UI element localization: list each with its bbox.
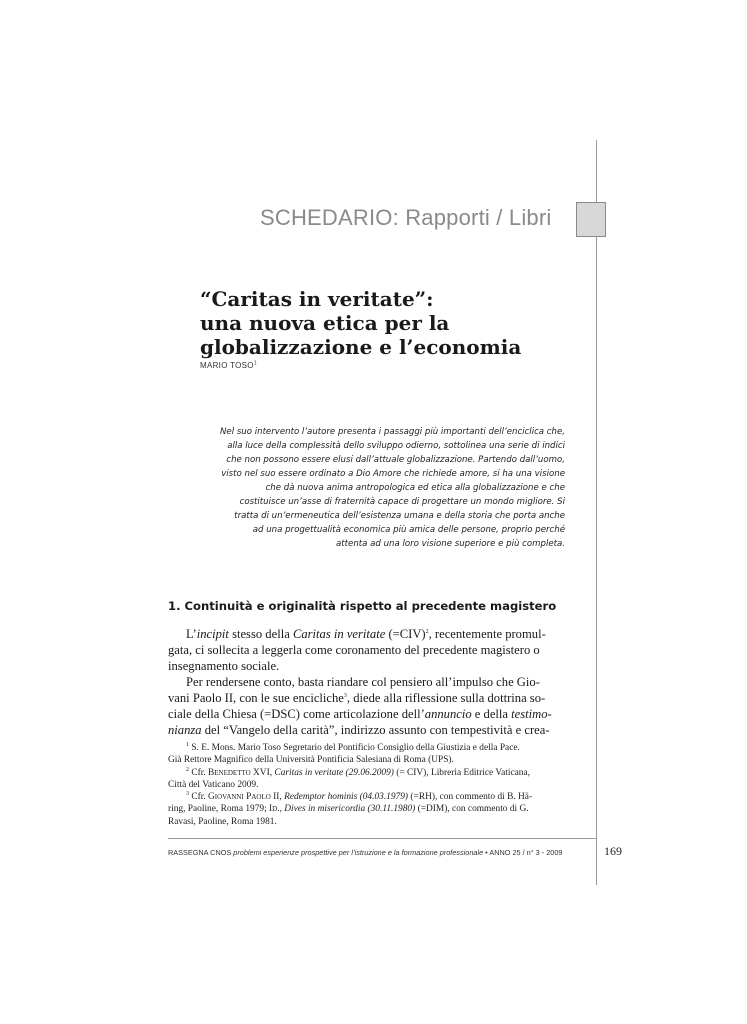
body-line: gata, ci sollecita a leggerla come coronamento del precedente magistero o [168,643,540,657]
abstract-line: alla luce della complessità dello sviluppo odierno, sottolinea una serie di indici [227,441,565,451]
journal-issue: • ANNO 25 / n° 3 - 2009 [483,848,563,857]
abstract-line: che dà nuova anima antropologica ed etica alla globalizzazione e che [265,483,565,493]
body-line: L’incipit stesso della Caritas in veritate (=CIV)$^2$, recentemente promul- [186,627,546,641]
running-footer [168,848,562,857]
title-line: globalizzazione e l’economia [200,335,522,359]
author-name: MARIO TOSO [200,361,254,370]
section-header: SCHEDARIO: Rapporti / Libri [260,205,552,230]
title-line: “Caritas in veritate”: [200,287,434,311]
journal-name: RASSEGNA CNOS [168,848,232,857]
footnote-line: Ravasi, Paoline, Roma 1981. [168,816,277,827]
footnote-line: Già Rettore Magnifico della Università Pontificia Salesiana di Roma (UPS). [168,755,454,766]
footnote-line: ring, Paoline, Roma 1979; Id., Dives in misericordia (30.11.1980) (=DIM), con commento di G. [168,804,529,815]
abstract-line: tratta di un’ermeneutica dell’esistenza umana e della storia che porta anche [234,511,565,521]
abstract-line: attenta ad una loro visione superiore e più completa. [336,539,565,549]
body-line: Per rendersene conto, basta riandare col pensiero all’impulso che Gio- [186,675,540,689]
abstract-line: costituisce un’asse di fraternità capace di progettare un mondo migliore. Si [239,497,565,507]
abstract-line: ad una progettualità economica più amica delle persone, proprio perché [252,525,565,535]
journal-subtitle: problemi esperienze prospettive per l’istruzione e la formazione professionale [233,848,484,857]
section-tab-marker [576,202,606,237]
footnote-line: Città del Vaticano 2009. [168,779,259,790]
section-heading: 1. Continuità e originalità rispetto al precedente magistero [168,599,557,613]
body-text [168,626,563,738]
footnote-3: $^3$ Cfr. Giovanni Paolo II, Redemptor hominis (04.03.1979) (=RH), con commento di B. Hä- [186,791,533,803]
vertical-rule [596,140,597,885]
page-number: 169 [604,844,622,858]
article-author [200,361,257,370]
footnotes [168,742,568,828]
title-line: una nuova etica per la [200,311,450,335]
body-line: ciale della Chiesa (=DSC) come articolazione dell’annuncio e della testimo- [168,707,552,721]
abstract-line: che non possono essere elusi dall’attuale globalizzazione. Partendo dall’uomo, [226,455,565,465]
body-line: nianza del “Vangelo della carità”, indirizzo assunto con tempestività e crea- [168,723,550,737]
body-line: insegnamento sociale. [168,659,280,673]
footnote-1: $^1$ S. E. Mons. Mario Toso Segretario del Pontificio Consiglio della Giustizia e della Pace. [186,741,520,753]
footnote-2: $^2$ Cfr. Benedetto XVI, Caritas in veritate (29.06.2009) (= CIV), Libreria Editrice Vaticana, [186,766,530,778]
author-footnote-ref: 1 [253,360,257,367]
body-line: vani Paolo II, con le sue encicliche$^3$, diede alla riflessione sulla dottrina so- [168,691,546,705]
abstract [205,425,565,551]
abstract-line: Nel suo intervento l’autore presenta i passaggi più importanti dell’enciclica che, [219,427,565,437]
footer-rule [168,838,596,839]
abstract-line: visto nel suo essere ordinato a Dio Amore che richiede amore, si ha una visione [221,469,565,479]
article-title [200,287,521,359]
